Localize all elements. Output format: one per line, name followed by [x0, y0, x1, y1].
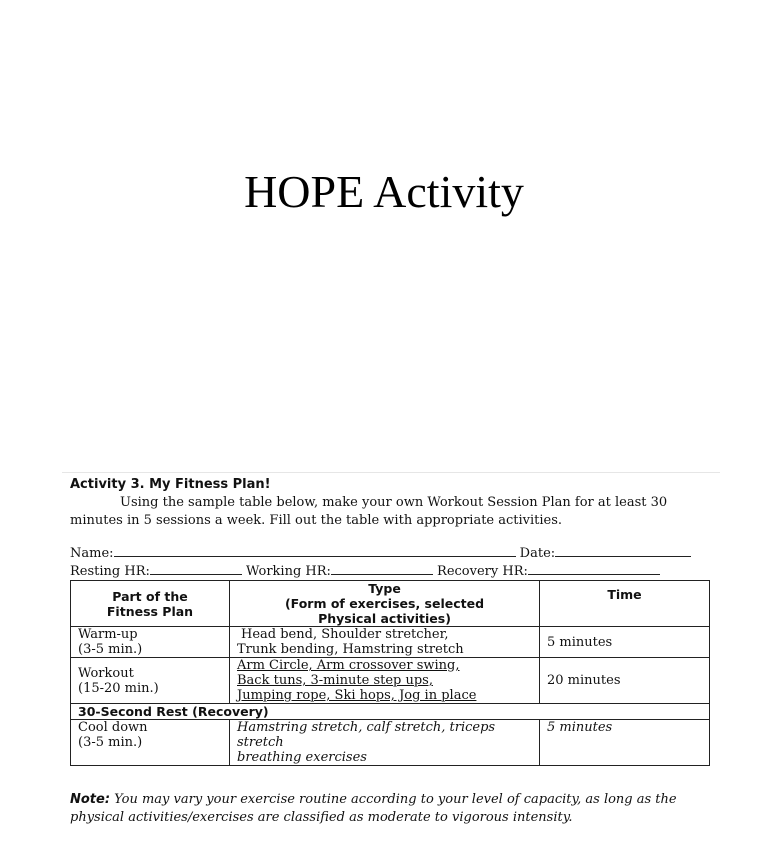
slide-title: HOPE Activity — [244, 166, 524, 217]
table-header-row — [71, 581, 710, 627]
activity-intro — [70, 494, 716, 530]
warmup-time: 5 minutes — [540, 627, 710, 658]
worksheet-image — [62, 472, 720, 833]
recovery-hr-line — [528, 562, 660, 575]
working-hr-label: Working HR: — [246, 564, 331, 579]
date-label: Date: — [519, 546, 556, 561]
warmup-part: Warm-up (3-5 min.) — [71, 627, 230, 658]
fitness-plan-table — [70, 580, 710, 766]
table-row — [71, 658, 710, 704]
name-date-fields — [70, 544, 691, 561]
working-hr-line — [331, 562, 433, 575]
heart-rate-fields — [70, 562, 660, 579]
header-part: Part of the Fitness Plan — [71, 581, 230, 627]
activity-intro-text: Using the sample table below, make your own Workout Session Plan for at least 30 minutes in 5 sessions a week. Fill out the table with appropriate activities. — [70, 495, 668, 528]
name-line — [114, 544, 516, 557]
table-row — [71, 720, 710, 766]
name-label: Name: — [70, 546, 114, 561]
workout-type: Arm Circle, Arm crossover swing, Back tuns, 3-minute step ups, Jumping rope, Ski hops, Jog in place — [230, 658, 540, 704]
note-label: Note: — [70, 792, 111, 807]
workout-part: Workout (15-20 min.) — [71, 658, 230, 704]
rest-row — [71, 704, 710, 720]
table-row — [71, 627, 710, 658]
cooldown-time: 5 minutes — [540, 720, 710, 766]
warmup-type: Head bend, Shoulder stretcher, Trunk bending, Hamstring stretch — [230, 627, 540, 658]
resting-hr-line — [150, 562, 242, 575]
activity-heading: Activity 3. My Fitness Plan! — [70, 477, 271, 492]
header-time: Time — [540, 581, 710, 627]
note-text: You may vary your exercise routine according to your level of capacity, as long as the physical activities/exercises are classified as moderate to vigorous intensity. — [70, 792, 677, 825]
date-line — [555, 544, 691, 557]
rest-label: 30-Second Rest (Recovery) — [71, 704, 710, 720]
recovery-hr-label: Recovery HR: — [437, 564, 528, 579]
note — [70, 791, 720, 827]
workout-time: 20 minutes — [540, 658, 710, 704]
cooldown-part: Cool down (3-5 min.) — [71, 720, 230, 766]
cooldown-type: Hamstring stretch, calf stretch, triceps stretch breathing exercises — [230, 720, 540, 766]
resting-hr-label: Resting HR: — [70, 564, 150, 579]
header-type: Type (Form of exercises, selected Physical activities) — [230, 581, 540, 627]
